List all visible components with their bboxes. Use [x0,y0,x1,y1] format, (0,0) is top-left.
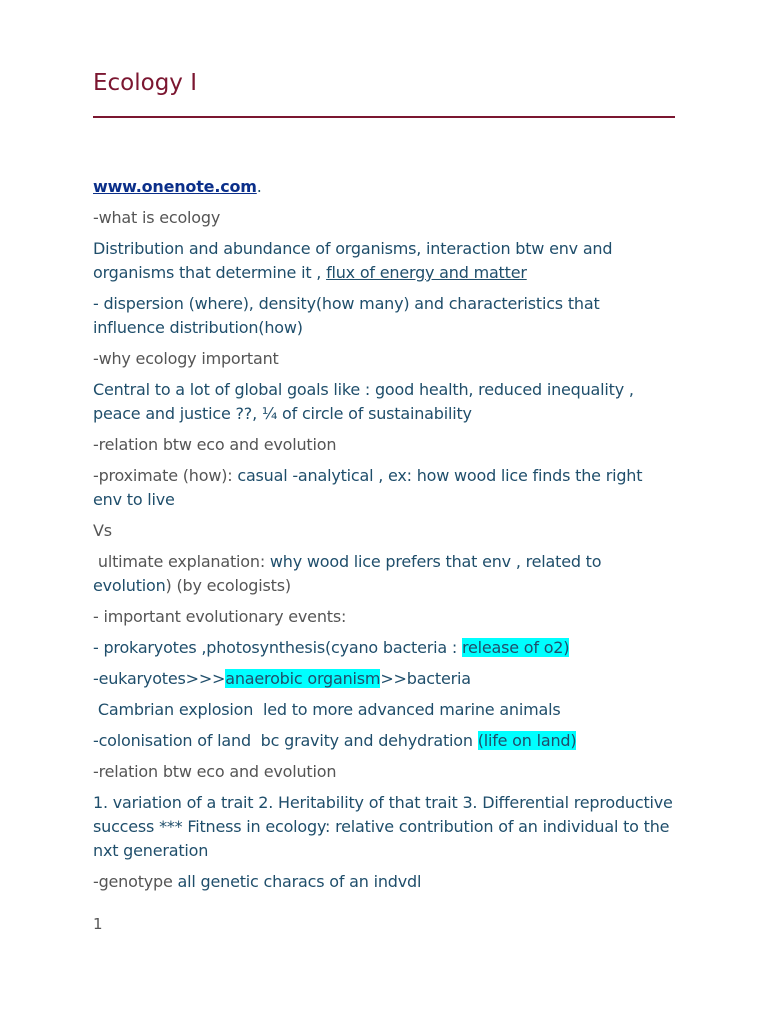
note-line: -eukaryotes>>>anaerobic organism>>bacteria [93,669,471,688]
note-line: - dispersion (where), density(how many) and characteristics that influence distribution(how) [93,294,600,337]
note-line-heading: -what is ecology [93,208,221,227]
title-divider [93,116,675,118]
note-line-heading: -relation btw eco and evolution [93,435,337,454]
note-line-heading: -relation btw eco and evolution [93,762,337,781]
note-line: -colonisation of land bc gravity and dehydration (life on land) [93,731,577,750]
page-number: 1 [93,915,103,933]
note-line: - prokaryotes ,photosynthesis(cyano bacteria : release of o2) [93,638,570,657]
note-line-heading: -why ecology important [93,349,279,368]
onenote-link[interactable]: www.onenote.com [93,177,257,196]
page-title: Ecology I [93,70,198,96]
note-line: Central to a lot of global goals like : good health, reduced inequality , peace and justice ??, ¼ of circle of sustainability [93,380,634,423]
highlighted-text: (life on land) [477,731,577,750]
note-line: Cambrian explosion led to more advanced marine animals [93,700,561,719]
note-line-link: www.onenote.com. [93,177,262,196]
note-line: 1. variation of a trait 2. Heritability of that trait 3. Differential reproductive success *** Fitness in ecology: relative contribution of an individual to the nxt generation [93,793,673,860]
note-line: Vs [93,521,112,540]
underlined-text: flux of energy and matter [326,263,527,282]
note-line: -genotype all genetic characs of an indvdl [93,872,422,891]
highlighted-text: anaerobic organism [225,669,381,688]
note-line-heading: - important evolutionary events: [93,607,347,626]
note-body [93,175,673,901]
note-line: -proximate (how): casual -analytical , ex: how wood lice finds the right env to live [93,466,643,509]
note-line: Distribution and abundance of organisms, interaction btw env and organisms that determine it , flux of energy and matter [93,239,613,282]
highlighted-text: release of o2) [461,638,570,657]
note-line: ultimate explanation: why wood lice prefers that env , related to evolution) (by ecologists) [93,552,602,595]
